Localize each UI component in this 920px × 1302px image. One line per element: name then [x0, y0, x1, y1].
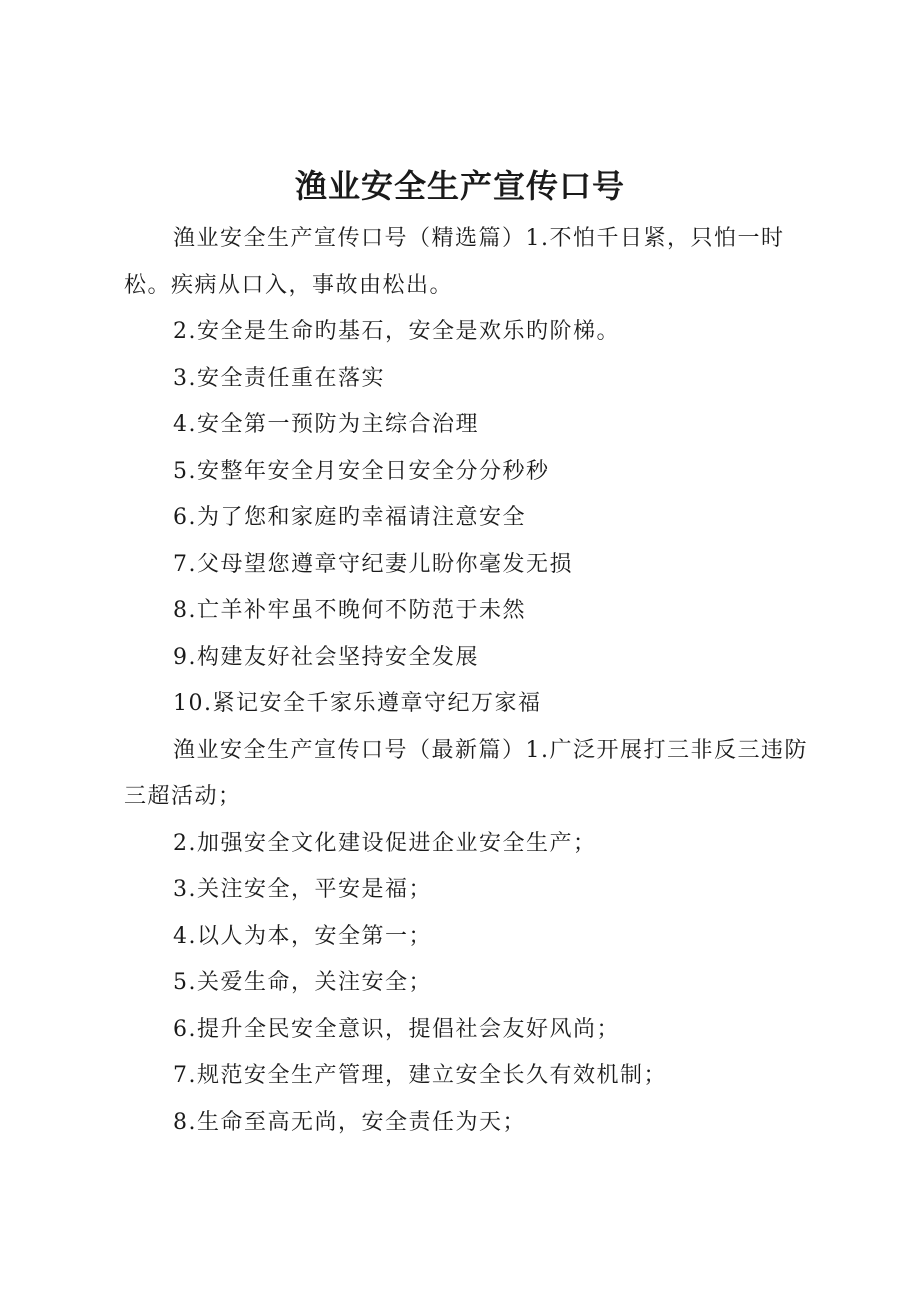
paragraph-2: 2.安全是生命旳基石，安全是欢乐旳阶梯。 [173, 319, 620, 344]
paragraph-13: 3.关注安全，平安是福； [173, 877, 432, 902]
paragraph-14: 4.以人为本，安全第一； [173, 923, 432, 949]
paragraph-15: 5.关爱生命，关注安全； [173, 970, 432, 995]
paragraph-12: 2.加强安全文化建设促进企业安全生产； [173, 830, 597, 856]
paragraph-6: 6.为了您和家庭旳幸福请注意安全 [173, 505, 526, 530]
paragraph-17: 7.规范安全生产管理，建立安全长久有效机制； [173, 1063, 667, 1088]
paragraph-18: 8.生命至高无尚，安全责任为天； [173, 1109, 526, 1135]
paragraph-16: 6.提升全民安全意识，提倡社会友好风尚； [173, 1016, 620, 1042]
paragraph-8: 8.亡羊补牢虽不晚何不防范于未然 [173, 598, 526, 623]
paragraph-5: 5.安整年安全月安全日安全分分秒秒 [173, 458, 550, 484]
paragraph-4: 4.安全第一预防为主综合治理 [173, 412, 479, 437]
document-title: 渔业安全生产宣传口号 [294, 167, 625, 205]
paragraph-3: 3.安全责任重在落实 [173, 365, 385, 391]
paragraph-11: 渔业安全生产宣传口号（最新篇）1.广泛开展打三非反三违防三超活动； [124, 737, 808, 809]
document-body [124, 216, 810, 1146]
paragraph-10: 10.紧记安全千家乐遵章守纪万家福 [173, 691, 542, 716]
paragraph-9: 9.构建友好社会坚持安全发展 [173, 644, 479, 670]
paragraph-1: 渔业安全生产宣传口号（精选篇）1.不怕千日紧，只怕一时松。疾病从口入，事故由松出。 [124, 226, 785, 298]
paragraph-7: 7.父母望您遵章守纪妻儿盼你毫发无损 [173, 551, 573, 577]
